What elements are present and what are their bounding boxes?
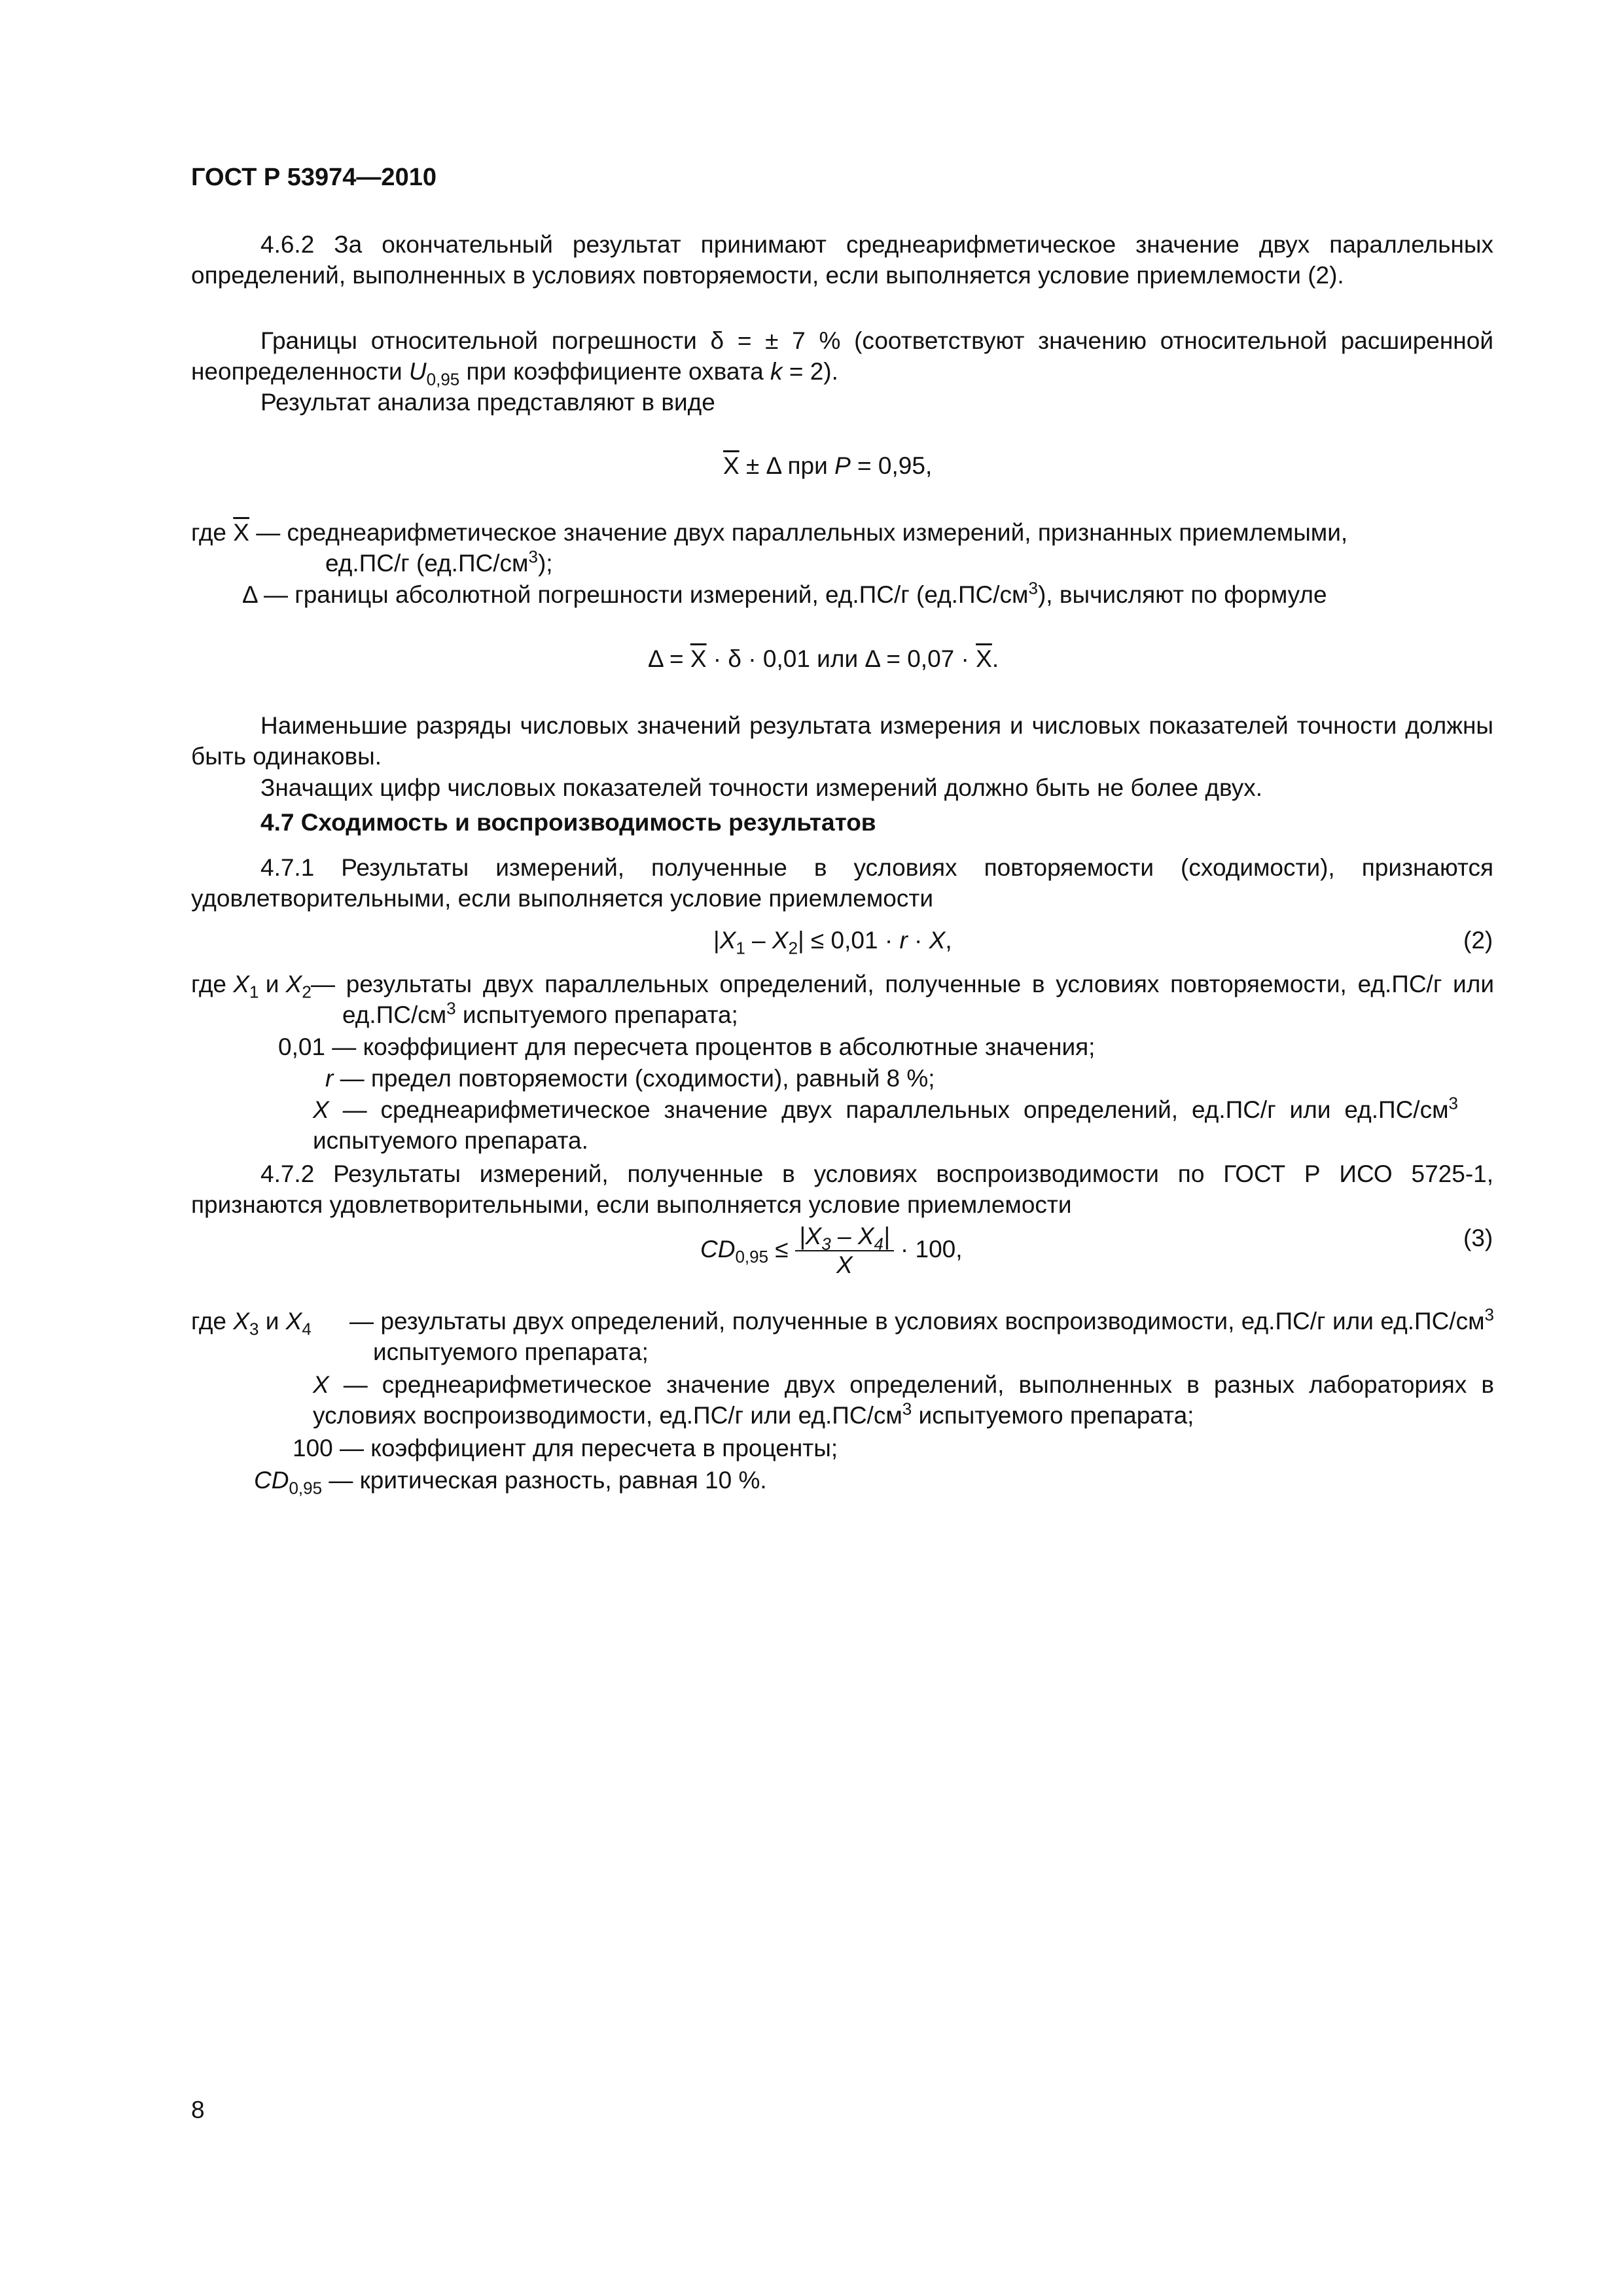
formula-reproducibility: $CD_{0,95}$ ≤ $\frac{|X_3 - X_4|}{X}$ · 100, — [700, 1223, 963, 1278]
where-x1-x2-label: где $X_1$ и $X_2$ — [191, 971, 312, 1002]
fraction: $\frac{|X_3 - X_4|}{X}$ — [795, 1223, 894, 1279]
where-x1-x2-text: — результаты двух параллельных определений, полученные в условиях повторяемости, ед.ПС/г или $ед.ПС/см^3$ испытуемого препарата; — [311, 971, 1494, 1028]
formula-repeatability: $|X_1 - X_2| \le 0,01 \cdot r \cdot X$, — [713, 927, 952, 958]
where-x-mean-2: X — среднеарифметическое значение двух параллельных определений, ед.ПС/г или $ед.ПС/см^3$ испытуемого препарата. — [313, 1093, 1458, 1154]
where-r: r — предел повторяемости (сходимости), равный 8 %; — [325, 1065, 935, 1092]
where-x-mean-units: ед.ПС/г $(ед.ПС/см^3)$; — [325, 547, 553, 577]
paragraph-4-7-2: 4.7.2 Результаты измерений, полученные в условиях воспроизводимости по ГОСТ Р ИСО 5725-1, признаются удовлетворительными, если выполняется условие приемлемости — [191, 1160, 1493, 1218]
formula-result: $\overline{X} \pm \Delta$ при P = 0,95, — [723, 452, 933, 479]
paragraph-4-7-1: 4.7.1 Результаты измерений, полученные в условиях повторяемости (сходимости), признаются удовлетворительными, если выполняется условие приемлемости — [191, 854, 1493, 912]
document-header: ГОСТ Р 53974—2010 — [191, 164, 437, 191]
where-delta: Δ — границы абсолютной погрешности измерений, ед.ПС/г $(ед.ПС/см^3)$, вычисляют по формуле — [242, 578, 1327, 608]
paragraph-rounding: Наименьшие разряды числовых значений результата измерения и числовых показателей точности должны быть одинаковы. — [191, 712, 1493, 770]
paragraph-4-6-2: 4.6.2 За окончательный результат принимают среднеарифметическое значение двух параллельных определений, выполненных в условиях повторяемости, если выполняется условие приемлемости (2). — [191, 231, 1493, 289]
where-x-mean: где $\overline{X}$ — среднеарифметическое значение двух параллельных измерений, признанных приемлемыми, — [191, 519, 1348, 546]
paragraph-bounds: Границы относительной погрешности δ = ± 7 % (соответствуют значению относительной расширенной неопределенности $U_{0,95}$ при коэффициенте охвата k = 2). — [191, 327, 1493, 389]
where-100: 100 — коэффициент для пересчета в проценты; — [293, 1435, 838, 1462]
section-heading-4-7: 4.7 Сходимость и воспроизводимость результатов — [260, 809, 876, 836]
equation-number-3: (3) — [1463, 1225, 1493, 1251]
where-x3-x4-text: — результаты двух определений, полученные в условиях воспроизводимости, ед.ПС/г или $ед.ПС/см^3$ испытуемого препарата; — [349, 1304, 1494, 1365]
paragraph-result-form: Результат анализа представляют в виде — [260, 389, 715, 416]
where-coefficient: 0,01 — коэффициент для пересчета процентов в абсолютные значения; — [278, 1033, 1096, 1060]
equation-number-2: (2) — [1463, 927, 1493, 954]
where-x3-x4-label: где $X_3$ и $X_4$ — [191, 1308, 312, 1339]
where-x-mean-3: X — среднеарифметическое значение двух определений, выполненных в разных лабораториях в условиях воспроизводимости, ед.ПС/г или $ед.ПС/см^3$ испытуемого препарата; — [313, 1371, 1494, 1429]
paragraph-digits: Значащих цифр числовых показателей точности измерений должно быть не более двух. — [260, 774, 1263, 801]
page-number: 8 — [191, 2096, 205, 2123]
formula-delta: $\Delta = \overline{X} \cdot \delta \cdot 0,01$ или $\Delta = 0,07 \cdot \overline{X}$. — [648, 645, 999, 672]
where-cd: $CD_{0,95}$ — критическая разность, равная 10 %. — [254, 1467, 767, 1498]
